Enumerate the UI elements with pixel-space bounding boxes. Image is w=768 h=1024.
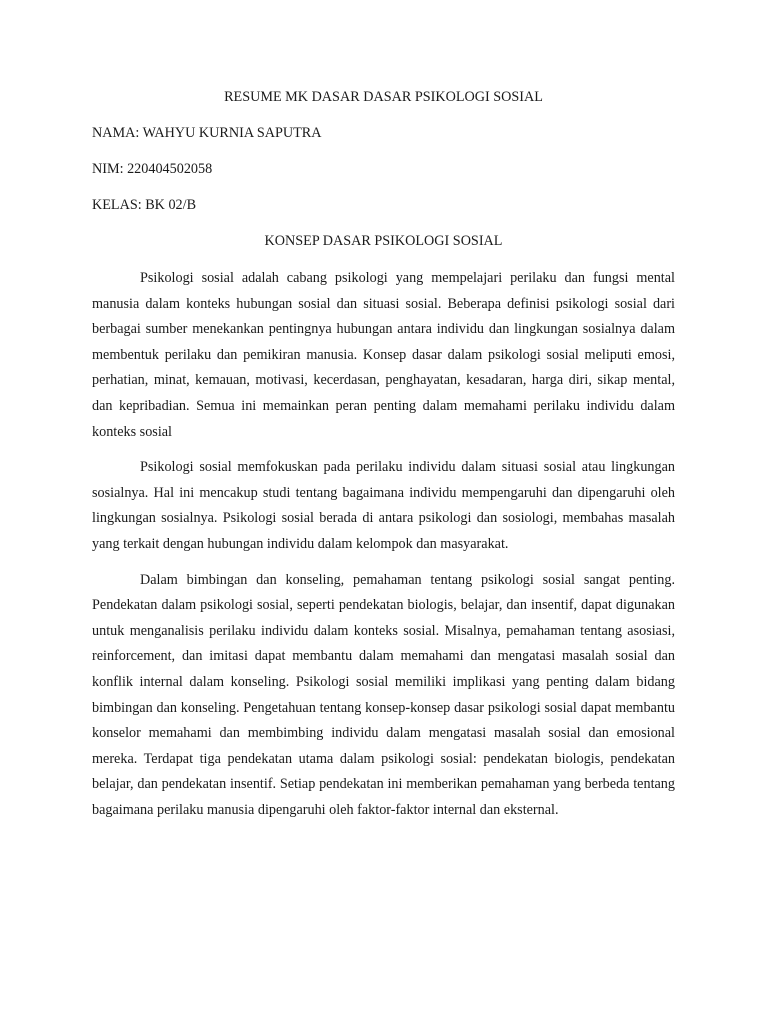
document-page <box>92 86 675 833</box>
student-class: KELAS: BK 02/B <box>92 197 197 213</box>
paragraph-2: Psikologi sosial memfokuskan pada perilaku individu dalam situasi sosial atau lingkungan sosialnya. Hal ini mencakup studi tentang bagaimana individu mempengaruhi dan dipengaruhi oleh lingkungan sosialnya. Psikologi sosial berada di antara psikologi dan sosiologi, membahas masalah yang terkait dengan hubungan individu dalam kelompok dan masyarakat. <box>92 459 675 552</box>
section-title: KONSEP DASAR PSIKOLOGI SOSIAL <box>264 233 503 249</box>
paragraph-1: Psikologi sosial adalah cabang psikologi yang mempelajari perilaku dan fungsi mental manusia dalam konteks hubungan sosial dan situasi sosial. Beberapa definisi psikologi sosial dari berbagai sumber menekankan pentingnya hubungan antara individu dan lingkungan sosialnya dalam membentuk perilaku dan pemikiran manusia. Konsep dasar dalam psikologi sosial meliputi emosi, perhatian, minat, kemauan, motivasi, kecerdasan, penghayatan, kesadaran, harga diri, sikap mental, dan kepribadian. Semua ini memainkan peran penting dalam memahami perilaku individu dalam konteks sosial <box>92 270 675 440</box>
document-title: RESUME MK DASAR DASAR PSIKOLOGI SOSIAL <box>224 89 543 105</box>
student-name: NAMA: WAHYU KURNIA SAPUTRA <box>92 125 322 141</box>
paragraph-3: Dalam bimbingan dan konseling, pemahaman tentang psikologi sosial sangat penting. Pendekatan dalam psikologi sosial, seperti pendekatan biologis, belajar, dan insentif, dapat digunakan untuk menganalisis perilaku individu dalam konteks sosial. Misalnya, pemahaman tentang asosiasi, reinforcement, dan imitasi dapat membantu dalam memahami dan mengatasi masalah sosial dan konflik internal dalam konseling. Psikologi sosial memiliki implikasi yang penting dalam bidang bimbingan dan konseling. Pengetahuan tentang konsep-konsep dasar psikologi sosial dapat membantu konselor memahami dan membimbing individu dalam mengatasi masalah sosial dan emosional mereka. Terdapat tiga pendekatan utama dalam psikologi sosial: pendekatan biologis, pendekatan belajar, dan pendekatan insentif. Setiap pendekatan ini memberikan pemahaman yang berbeda tentang bagaimana perilaku manusia dipengaruhi oleh faktor-faktor internal dan eksternal. <box>92 571 675 818</box>
student-nim: NIM: 220404502058 <box>92 161 213 177</box>
